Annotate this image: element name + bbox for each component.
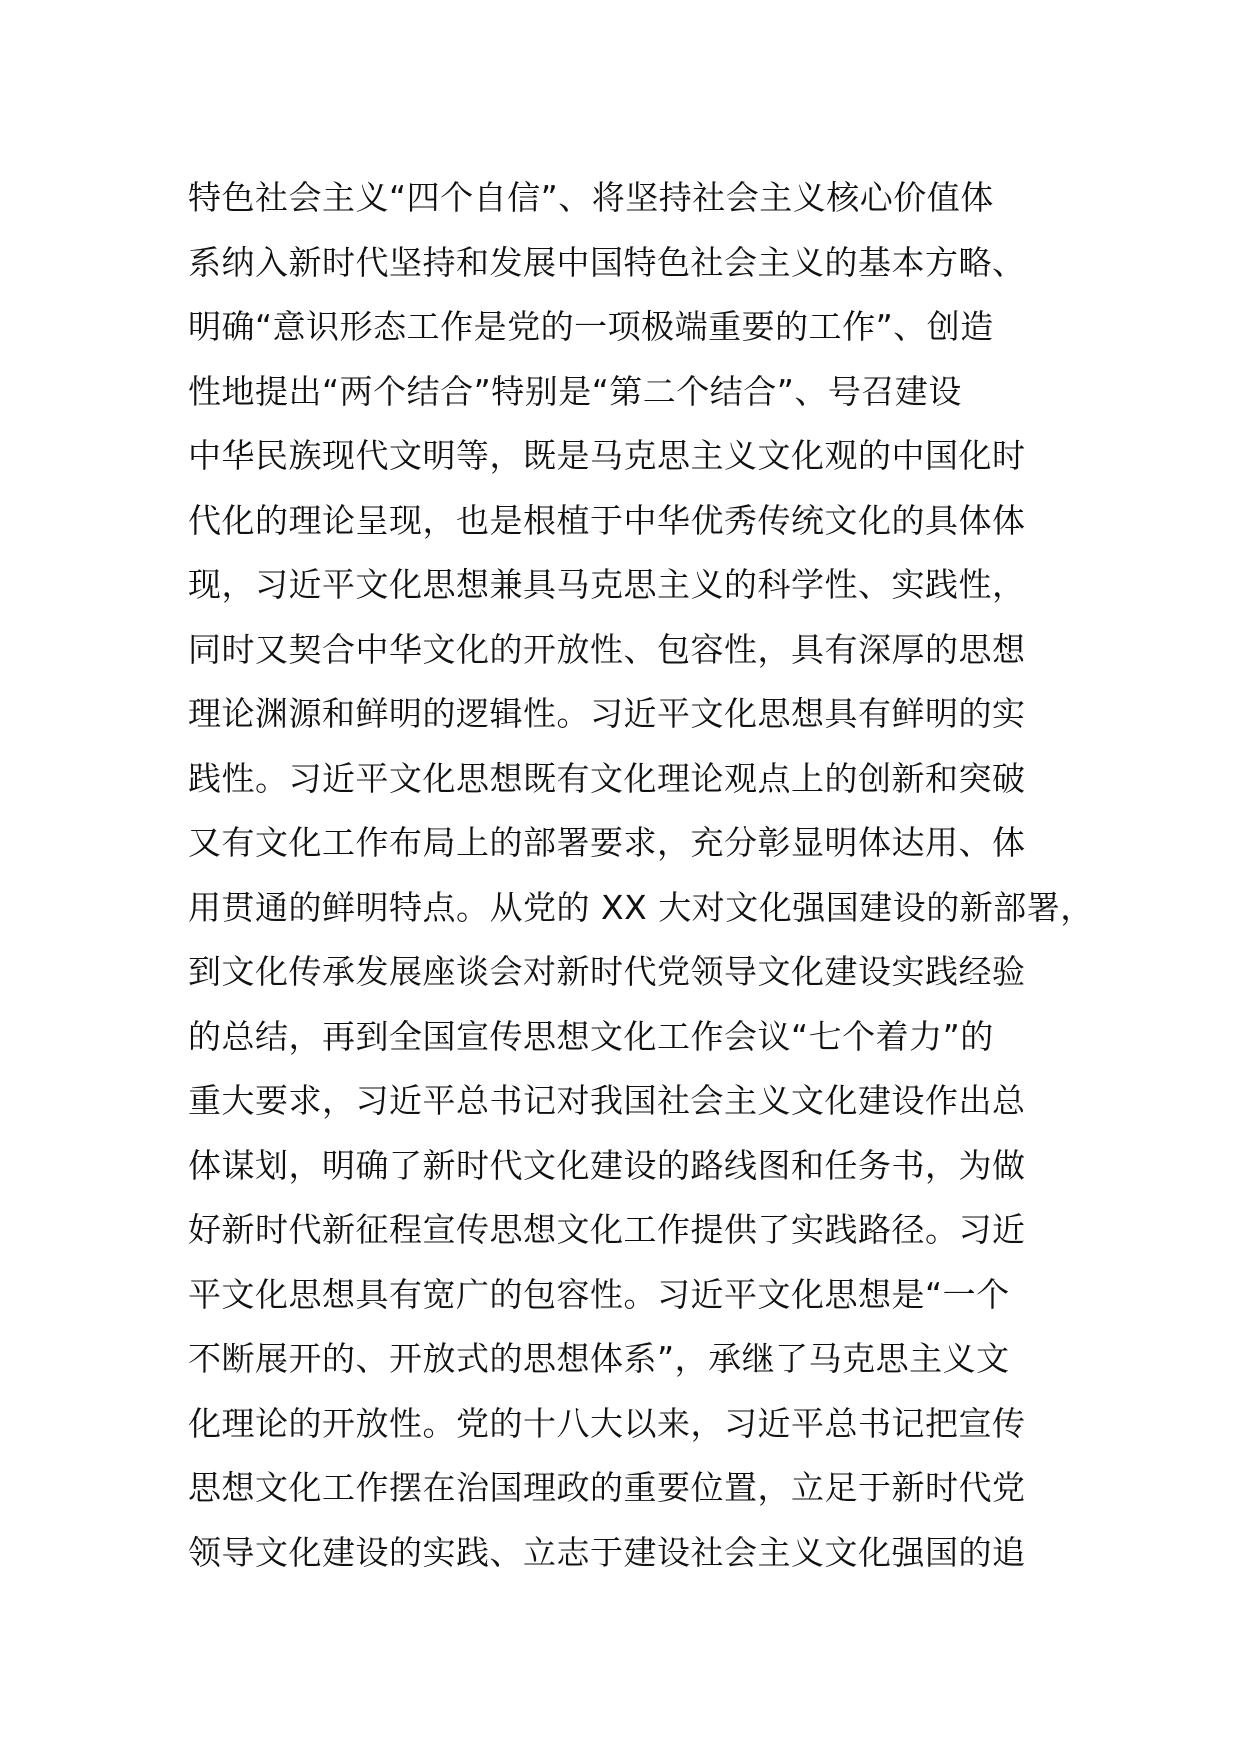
text-line: 代化的理论呈现，也是根植于中华优秀传统文化的具体体 <box>188 500 1026 540</box>
text-line: 性地提出“两个结合”特别是“第二个结合”、号召建设 <box>188 371 962 411</box>
text-line: 理论渊源和鲜明的逻辑性。习近平文化思想具有鲜明的实 <box>188 694 1026 733</box>
text-line: 现，习近平文化思想兼具马克思主义的科学性、实践性， <box>188 565 1026 604</box>
text-line: 平文化思想具有宽广的包容性。习近平文化思想是“一个 <box>188 1274 1010 1314</box>
text-line: 思想文化工作摆在治国理政的重要位置，立足于新时代党 <box>188 1468 1026 1507</box>
text-line: 系纳入新时代坚持和发展中国特色社会主义的基本方略、 <box>188 242 1026 282</box>
text-line: 又有文化工作布局上的部署要求，充分彰显明体达用、体 <box>188 823 1026 862</box>
text-line: 中华民族现代文明等，既是马克思主义文化观的中国化时 <box>188 436 1026 475</box>
text-line: 同时又契合中华文化的开放性、包容性，具有深厚的思想 <box>188 629 1026 669</box>
text-line: 到文化传承发展座谈会对新时代党领导文化建设实践经验 <box>188 952 1026 991</box>
text-line: 特色社会主义“四个自信”、将坚持社会主义核心价值体 <box>188 178 994 217</box>
text-line: 不断展开的、开放式的思想体系”，承继了马克思主义文 <box>188 1339 1010 1378</box>
text-line: 重大要求，习近平总书记对我国社会主义文化建设作出总 <box>188 1081 1026 1120</box>
body-text <box>188 166 1094 1585</box>
text-line: 明确“意识形态工作是党的一项极端重要的工作”、创造 <box>188 307 994 346</box>
text-line: 好新时代新征程宣传思想文化工作提供了实践路径。习近 <box>188 1210 1026 1249</box>
text-line: 化理论的开放性。党的十八大以来，习近平总书记把宣传 <box>188 1403 1026 1443</box>
text-line: 的总结，再到全国宣传思想文化工作会议“七个着力”的 <box>188 1016 994 1056</box>
text-line: 领导文化建设的实践、立志于建设社会主义文化强国的追 <box>188 1532 1026 1572</box>
text-line: 践性。习近平文化思想既有文化理论观点上的创新和突破 <box>188 758 1026 798</box>
text-line: 用贯通的鲜明特点。从党的 XX 大对文化强国建设的新部署， <box>188 887 1094 927</box>
text-line: 体谋划，明确了新时代文化建设的路线图和任务书，为做 <box>188 1145 1026 1185</box>
